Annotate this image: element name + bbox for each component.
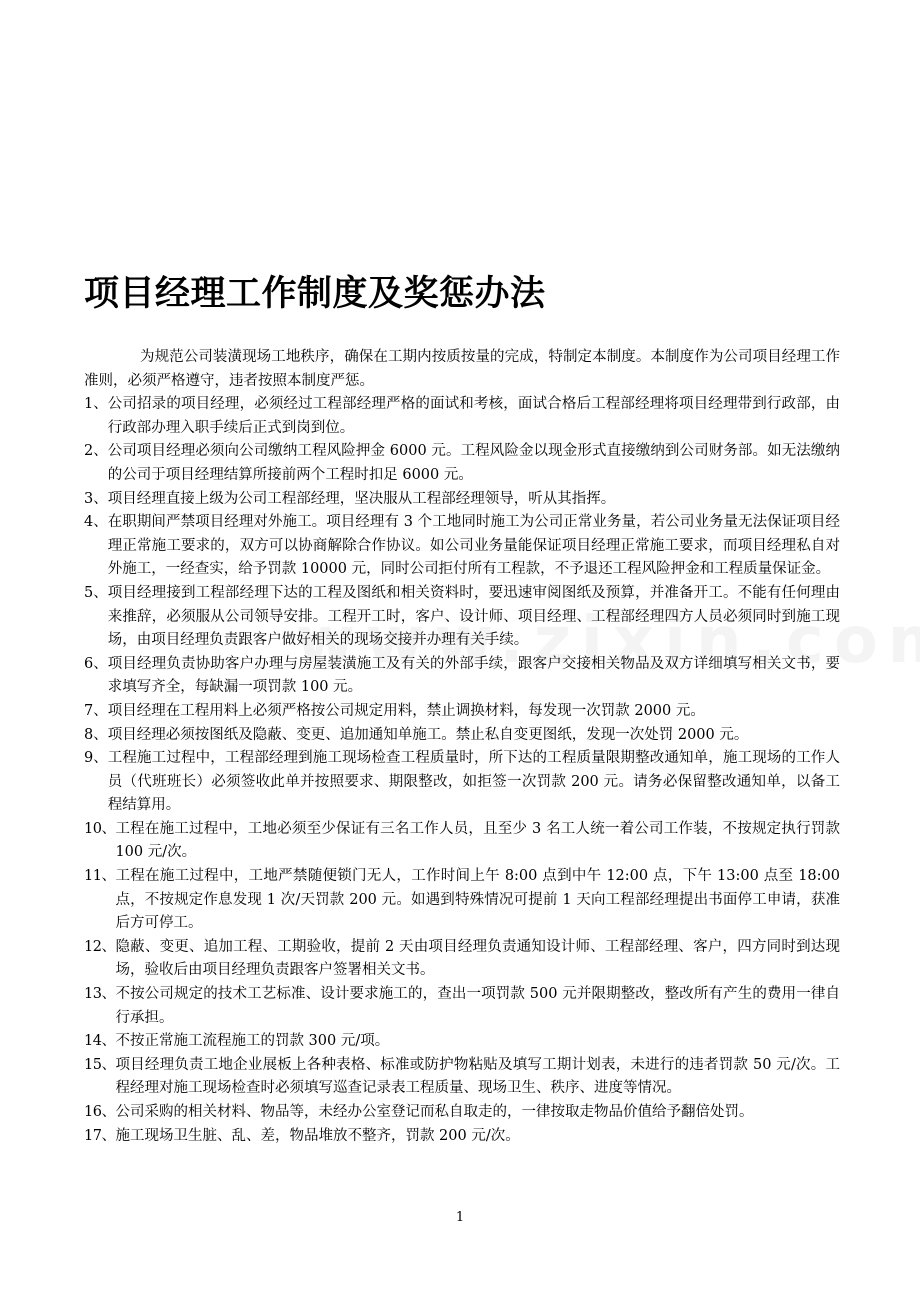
rule-text: 项目经理接到工程部经理下达的工程及图纸和相关资料时，要迅速审阅图纸及预算，并准备开工。不能有任何理由来推辞，必须服从公司领导安排。工程开工时，客户、设计师、项目经理、工程部经理四方人员必须同时到施工现场，由项目经理负责跟客户做好相关的现场交接并办理有关手续。 <box>107 584 840 649</box>
rule-item <box>84 582 840 653</box>
rule-number: 6、 <box>84 655 108 672</box>
rule-text: 项目经理负责工地企业展板上各种表格、标准或防护物粘贴及填写工期计划表，未进行的违者罚款 50 元/次。工程经理对施工现场检查时必须填写巡查记录表工程质量、现场卫生、秩序、进度等情况。 <box>115 1056 840 1097</box>
rule-text: 不按正常施工流程施工的罚款 300 元/项。 <box>115 1033 390 1050</box>
rule-number: 16、 <box>84 1104 116 1120</box>
rule-number: 8、 <box>84 726 108 743</box>
rule-item <box>84 488 840 512</box>
rule-item <box>84 936 840 983</box>
rule-text: 隐蔽、变更、追加工程、工期验收，提前 2 天由项目经理负责通知设计师、工程部经理、客户，四方同时到达现场，验收后由项目经理负责跟客户签署相关文书。 <box>115 938 840 979</box>
rule-number: 4、 <box>84 514 108 531</box>
rule-item <box>84 393 840 440</box>
rule-number: 9、 <box>84 750 108 767</box>
rule-number: 1、 <box>84 396 108 413</box>
rule-item <box>84 1101 840 1125</box>
rule-text: 工程施工过程中，工程部经理到施工现场检查工程质量时，所下达的工程质量限期整改通知单，施工现场的工作人员（代班班长）必须签收此单并按照要求、期限整改，如拒签一次罚款 200 元。请务必保留整改通知单，以备工程结算用。 <box>107 750 840 814</box>
rule-number: 10、 <box>84 820 116 837</box>
rule-text: 不按公司规定的技术工艺标准、设计要求施工的，查出一项罚款 500 元并限期整改，整改所有产生的费用一律自行承担。 <box>115 986 840 1026</box>
rule-number: 13、 <box>84 986 116 1003</box>
rule-text: 公司招录的项目经理，必须经过工程部经理严格的面试和考核，面试合格后工程部经理将项目经理带到行政部，由行政部办理入职手续后正式到岗到位。 <box>107 396 840 436</box>
rule-item <box>84 511 840 582</box>
rules-list <box>84 393 840 1148</box>
rule-text: 工程在施工过程中，工地严禁随便锁门无人，工作时间上午 8:00 点到中午 12:00 点，下午 13:00 点至 18:00 点，不按规定作息发现 1 次/天罚款 200 元。如遇到特殊情况可提前 1 天向工程部经理提出书面停工申请，获准后方可停工。 <box>115 868 840 932</box>
document-title: 项目经理工作制度及奖惩办法 <box>84 274 546 314</box>
rule-number: 14、 <box>84 1033 116 1050</box>
rule-text: 公司采购的相关材料、物品等，未经办公室登记而私自取走的，一律按取走物品价值给予翻倍处罚。 <box>115 1104 754 1120</box>
page-number: 1 <box>455 1210 465 1225</box>
rule-number: 7、 <box>84 702 108 719</box>
rule-number: 3、 <box>84 490 108 507</box>
rule-item <box>84 747 840 818</box>
rule-text: 施工现场卫生脏、乱、差，物品堆放不整齐，罚款 200 元/次。 <box>115 1127 520 1144</box>
rule-item <box>84 865 840 936</box>
intro-paragraph: 为规范公司装潢现场工地秩序，确保在工期内按质按量的完成，特制定本制度。本制度作为公司项目经理工作准则，必须严格遵守，违者按照本制度严惩。 <box>84 349 840 389</box>
document-body <box>84 346 840 1148</box>
rule-item <box>84 983 840 1030</box>
rule-number: 12、 <box>84 938 116 955</box>
rule-item <box>84 1054 840 1101</box>
rule-text: 项目经理直接上级为公司工程部经理，坚决服从工程部经理领导，听从其指挥。 <box>107 490 616 507</box>
rule-text: 工程在施工过程中，工地必须至少保证有三名工作人员，且至少 3 名工人统一着公司工作装，不按规定执行罚款 100 元/次。 <box>115 820 840 861</box>
rule-item <box>84 1030 840 1054</box>
rule-item <box>84 653 840 700</box>
rule-number: 17、 <box>84 1127 116 1144</box>
rule-text: 公司项目经理必须向公司缴纳工程风险押金 6000 元。工程风险金以现金形式直接缴纳到公司财务部。如无法缴纳的公司于项目经理结算所接前两个工程时扣足 6000 元。 <box>107 443 840 483</box>
rule-text: 项目经理负责协助客户办理与房屋装潢施工及有关的外部手续，跟客户交接相关物品及双方详细填写相关文书，要求填写齐全，每缺漏一项罚款 100 元。 <box>107 655 840 696</box>
rule-number: 15、 <box>84 1056 116 1073</box>
rule-item <box>84 818 840 865</box>
rule-number: 5、 <box>84 584 108 601</box>
rule-item <box>84 1125 840 1149</box>
rule-number: 11、 <box>84 868 116 885</box>
rule-item <box>84 724 840 748</box>
rule-number: 2、 <box>84 443 108 460</box>
rule-text: 项目经理必须按图纸及隐蔽、变更、追加通知单施工。禁止私自变更图纸，发现一次处罚 2000 元。 <box>107 726 749 743</box>
rule-text: 在职期间严禁项目经理对外施工。项目经理有 3 个工地同时施工为公司正常业务量，若公司业务量无法保证项目经理正常施工要求的，双方可以协商解除合作协议。如公司业务量能保证项目经理正常施工要求，而项目经理私自对外施工，一经查实，给予罚款 10000 元，同时公司拒付所有工程款，不予退还工程风险押金和工程质量保证金。 <box>107 514 840 578</box>
rule-item <box>84 700 840 724</box>
rule-text: 项目经理在工程用料上必须严格按公司规定用料，禁止调换材料，每发现一次罚款 2000 元。 <box>107 702 705 719</box>
rule-item <box>84 440 840 487</box>
